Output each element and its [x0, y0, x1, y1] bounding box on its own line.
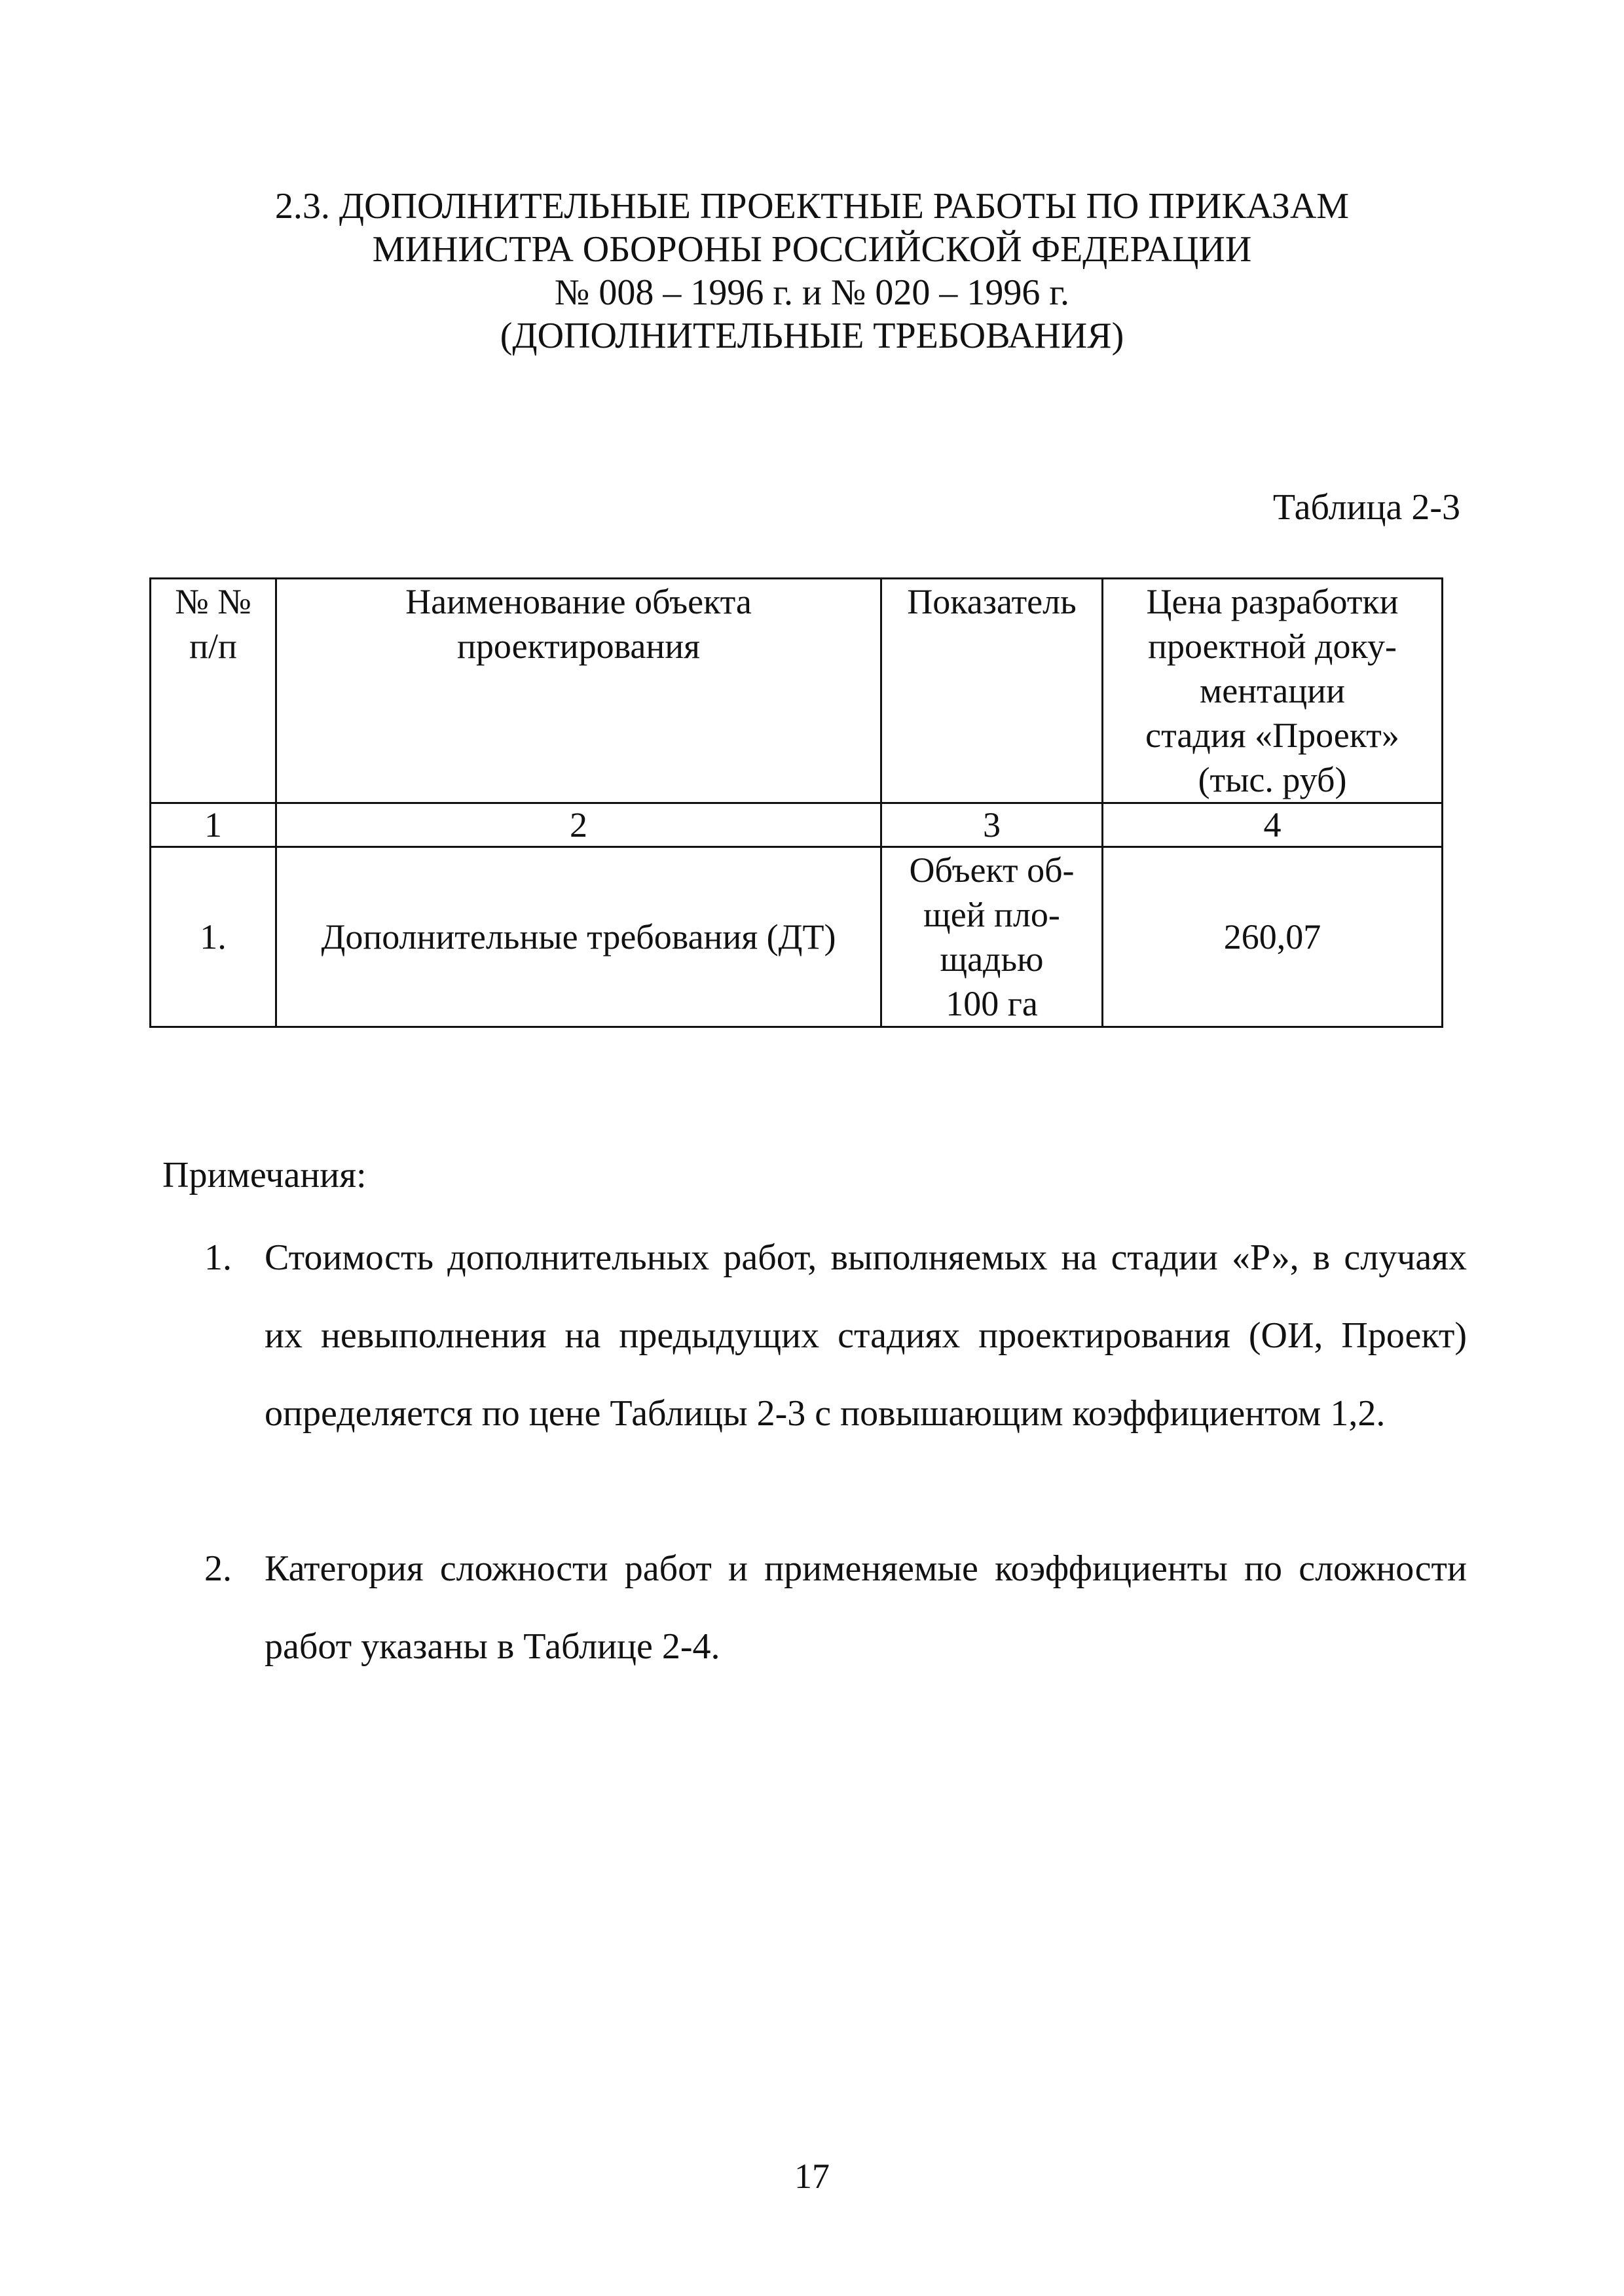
- column-number-cell: 3: [881, 803, 1103, 847]
- header-text: п/п: [189, 627, 237, 666]
- header-cell-indicator: [881, 579, 1103, 803]
- note-item: [204, 1530, 1467, 1686]
- header-text: № №: [175, 582, 251, 621]
- column-number-cell: 4: [1103, 803, 1443, 847]
- header-text: Показатель: [907, 582, 1077, 621]
- indicator-text: щей пло-: [923, 895, 1060, 934]
- table-caption: Таблица 2-3: [1272, 487, 1460, 528]
- note-text: Категория сложности работ и применяемые коэффициенты по сложности работ указаны в Таблице 2-4.: [265, 1548, 1467, 1667]
- header-text: проектирования: [457, 627, 700, 666]
- heading-line: (ДОПОЛНИТЕЛЬНЫЕ ТРЕБОВАНИЯ): [500, 316, 1124, 356]
- note-number: 1.: [204, 1237, 232, 1278]
- header-text: проектной доку-: [1148, 627, 1397, 666]
- indicator-text: Объект об-: [909, 850, 1075, 890]
- table-row: [151, 847, 1443, 1027]
- notes-title: Примечания:: [162, 1155, 367, 1195]
- notes-list: [204, 1219, 1467, 1686]
- header-cell-name: [276, 579, 881, 803]
- price-table: [149, 577, 1443, 1028]
- column-number-row: [151, 803, 1443, 847]
- column-number-cell: 1: [151, 803, 276, 847]
- table-header-row: [151, 579, 1443, 803]
- indicator-text: 100 га: [946, 984, 1038, 1023]
- row-price-cell: 260,07: [1103, 847, 1443, 1027]
- header-cell-price: [1103, 579, 1443, 803]
- note-text: Стоимость дополнительных работ, выполняемых на стадии «Р», в случаях их невыполнения на предыдущих стадиях проектирования (ОИ, Проект) определяется по цене Таблицы 2-3 с повышающим коэффициентом 1,2.: [265, 1237, 1467, 1434]
- row-indicator-cell: [881, 847, 1103, 1027]
- note-item: [204, 1219, 1467, 1453]
- note-number: 2.: [204, 1548, 232, 1589]
- column-number-cell: 2: [276, 803, 881, 847]
- header-text: стадия «Проект»: [1145, 716, 1399, 755]
- header-text: Наименование объекта: [405, 582, 752, 621]
- page-number: 17: [794, 2157, 830, 2196]
- row-number-cell: 1.: [151, 847, 276, 1027]
- header-cell-number: [151, 579, 276, 803]
- row-name-cell: Дополнительные требования (ДТ): [276, 847, 881, 1027]
- header-text: (тыс. руб): [1198, 760, 1347, 799]
- indicator-text: щадью: [940, 939, 1044, 979]
- heading-line: МИНИСТРА ОБОРОНЫ РОССИЙСКОЙ ФЕДЕРАЦИИ: [372, 229, 1252, 270]
- heading-line: № 008 – 1996 г. и № 020 – 1996 г.: [554, 272, 1070, 313]
- heading-line: 2.3. ДОПОЛНИТЕЛЬНЫЕ ПРОЕКТНЫЕ РАБОТЫ ПО ПРИКАЗАМ: [274, 186, 1350, 227]
- header-text: Цена разработки: [1146, 582, 1399, 621]
- header-text: ментации: [1200, 671, 1345, 710]
- section-heading: [0, 185, 1624, 357]
